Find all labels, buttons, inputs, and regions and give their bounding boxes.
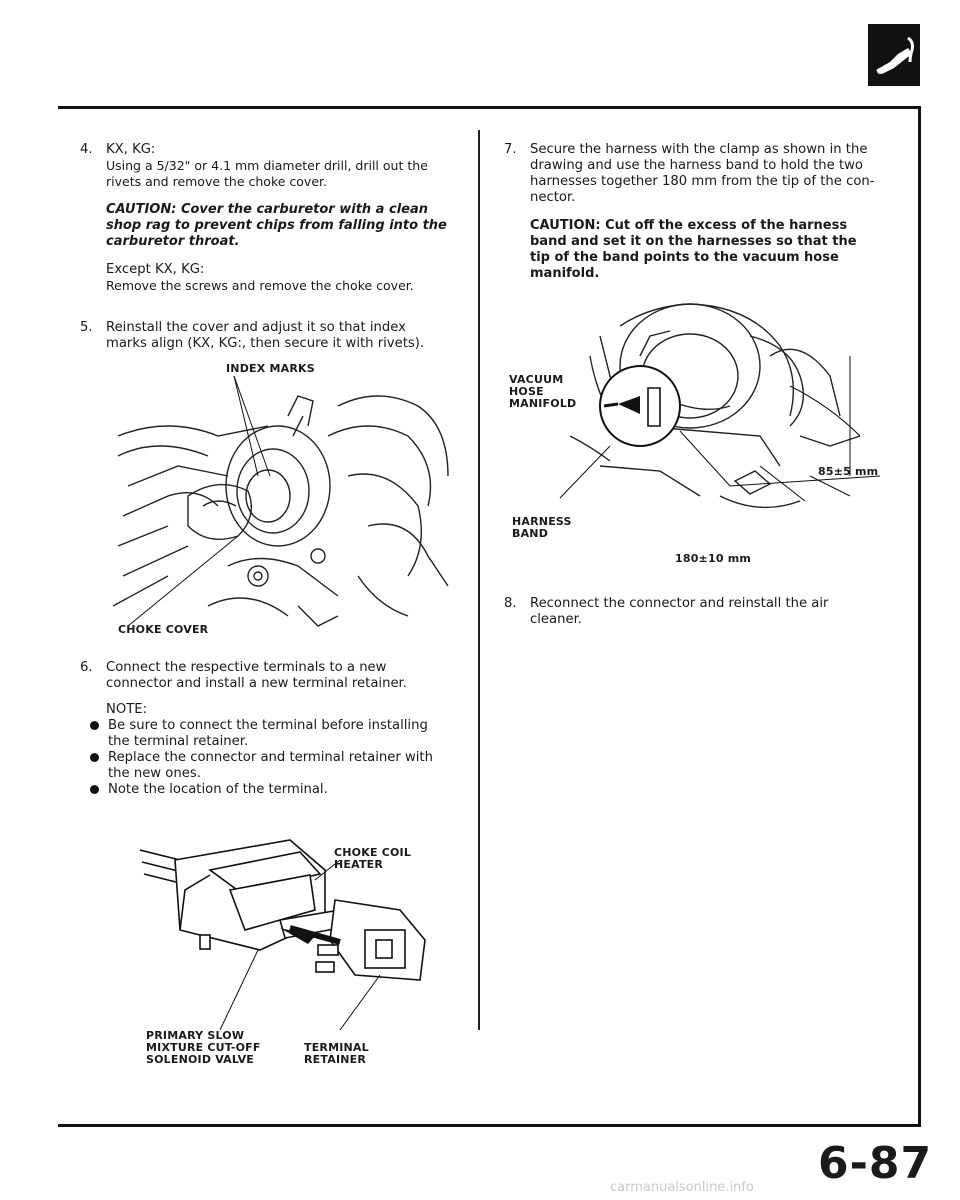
dimension-180mm: 180±10 mm bbox=[675, 552, 752, 565]
step-number: 5. bbox=[80, 320, 93, 335]
note-label: NOTE: bbox=[106, 702, 148, 717]
watermark: carmanualsonline.info bbox=[610, 1180, 754, 1195]
choke-cover-label: CHOKE COVER bbox=[118, 623, 209, 636]
step-5 bbox=[80, 320, 450, 352]
caution-text: Cover the carburetor with a clean shop rag to prevent chips from falling into the carburetor throat. bbox=[106, 202, 447, 249]
vacuum-hose-manifold-label: VACUUM HOSE MANIFOLD bbox=[509, 373, 577, 410]
caution-label: CAUTION: bbox=[530, 218, 601, 233]
bullet-icon bbox=[90, 721, 99, 730]
note-item: Be sure to connect the terminal before installing the terminal retainer. bbox=[88, 718, 450, 750]
step-number: 6. bbox=[80, 660, 93, 675]
step-body: Reconnect the connector and reinstall the air cleaner. bbox=[530, 596, 829, 627]
step-body: Reinstall the cover and adjust it so that index marks align (KX, KG:, then secure it with rivets). bbox=[106, 320, 425, 351]
step-heading: KX, KG: bbox=[106, 142, 156, 157]
column-divider bbox=[478, 130, 480, 1030]
step-8 bbox=[504, 596, 876, 628]
step-body: Using a 5/32" or 4.1 mm diameter drill, drill out the rivets and remove the choke cover. bbox=[106, 158, 428, 189]
step-number: 4. bbox=[80, 142, 93, 157]
choke-coil-heater-label: CHOKE COIL HEATER bbox=[334, 846, 412, 871]
harness-band-label: HARNESS BAND bbox=[512, 515, 572, 540]
step-6 bbox=[80, 660, 450, 798]
step-4 bbox=[80, 142, 450, 294]
dimension-85mm: 85±5 mm bbox=[818, 465, 879, 478]
page-number: 6-87 bbox=[818, 1138, 933, 1189]
section-logo-icon bbox=[868, 24, 920, 86]
step-7 bbox=[504, 142, 876, 282]
caution-block bbox=[106, 202, 450, 250]
solenoid-valve-label: PRIMARY SLOW MIXTURE CUT-OFF SOLENOID VALVE bbox=[146, 1029, 261, 1066]
harness-illustration bbox=[500, 296, 900, 552]
caution-block bbox=[530, 218, 876, 282]
bullet-icon bbox=[90, 785, 99, 794]
step-number: 7. bbox=[504, 142, 517, 157]
caution-text: Cut off the excess of the harness band and set it on the harnesses so that the tip of the band points to the vacuum hose manifold. bbox=[530, 218, 857, 281]
bullet-icon bbox=[90, 753, 99, 762]
choke-cover-illustration bbox=[108, 376, 458, 636]
terminal-retainer-label: TERMINAL RETAINER bbox=[304, 1041, 369, 1066]
top-rule bbox=[58, 106, 920, 109]
step-body: Connect the respective terminals to a new connector and install a new terminal retainer. bbox=[106, 660, 407, 691]
step-number: 8. bbox=[504, 596, 517, 611]
caution-label: CAUTION: bbox=[106, 202, 177, 217]
except-body: Remove the screws and remove the choke cover. bbox=[106, 278, 414, 293]
except-heading: Except KX, KG: bbox=[106, 262, 205, 277]
right-rule bbox=[918, 106, 921, 1127]
index-marks-label: INDEX MARKS bbox=[226, 362, 315, 375]
step-body: Secure the harness with the clamp as shown in the drawing and use the harness band to hold the two harnesses together 180 mm from the tip of the con-nector. bbox=[530, 142, 875, 205]
note-item: Note the location of the terminal. bbox=[88, 782, 450, 798]
bottom-rule bbox=[58, 1124, 920, 1127]
note-item: Replace the connector and terminal retainer with the new ones. bbox=[88, 750, 450, 782]
